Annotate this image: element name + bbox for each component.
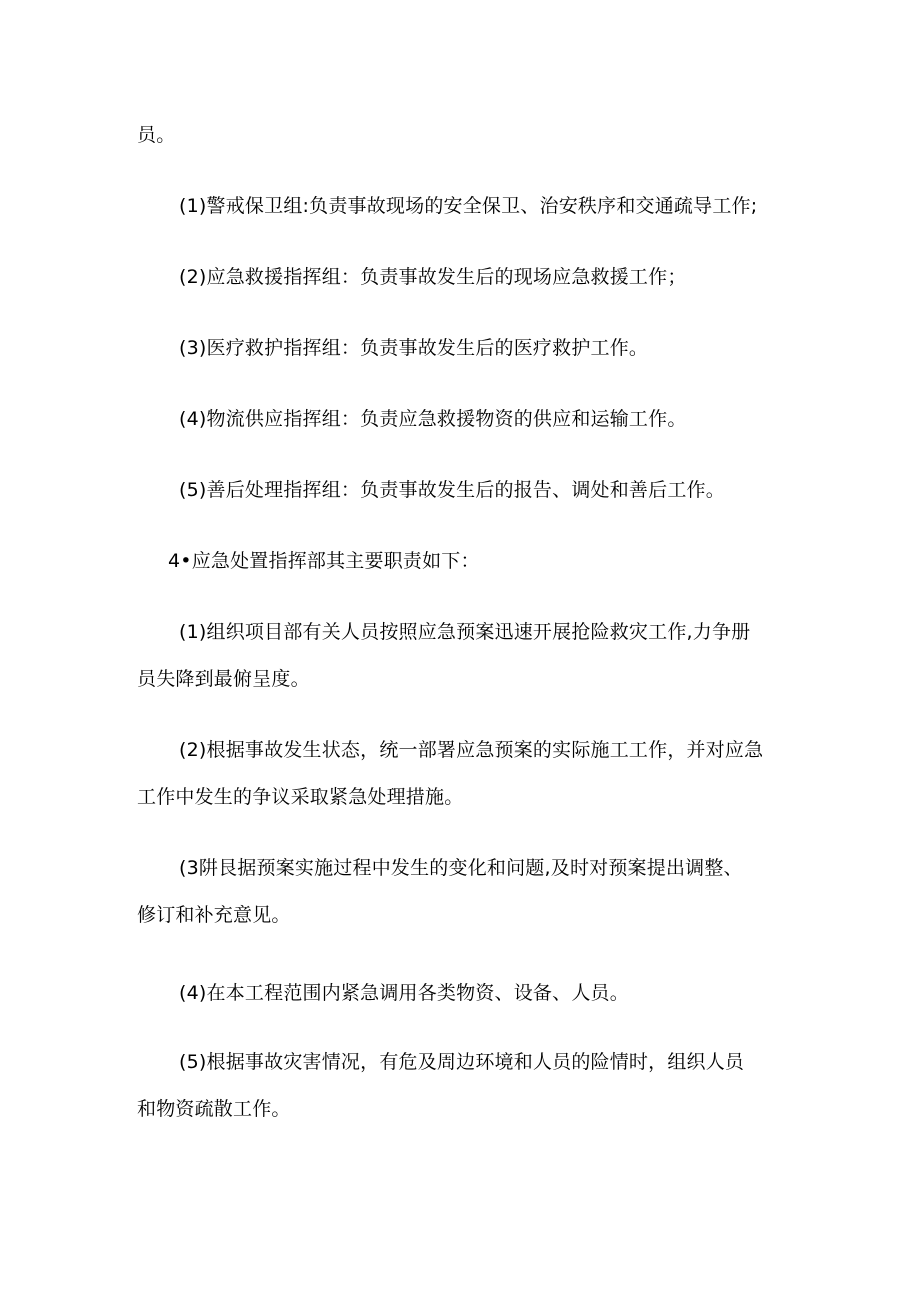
text-line: 工作中发生的争议采取紧急处理措施。	[137, 786, 464, 808]
text-line: (5)根据事故灾害情况，有危及周边环境和人员的险情时，组织人员	[179, 1051, 745, 1073]
text-line: (5)善后处理指挥组：负责事故发生后的报告、调处和善后工作。	[179, 479, 725, 501]
text-line: 员失降到最俯呈度。	[137, 668, 310, 690]
text-line: (2)应急救援指挥组：负责事故发生后的现场应急救援工作；	[179, 266, 687, 288]
text-line: (4)物流供应指挥组：负责应急救援物资的供应和运输工作。	[179, 408, 687, 430]
text-line: (4)在本工程范围内紧急调用各类物资、设备、人员。	[179, 982, 629, 1004]
text-line: (1)组织项目部有关人员按照应急预案迅速开展抢险救灾工作,力争册	[179, 621, 751, 643]
section-heading: 4•应急处置指挥部其主要职责如下：	[168, 550, 480, 572]
text-line: 修订和补充意见。	[137, 904, 291, 926]
text-line: (2)根据事故发生状态，统一部署应急预案的实际施工工作，并对应急	[179, 739, 764, 761]
text-line: (1)警戒保卫组:负责事故现场的安全保卫、治安秩序和交通疏导工作;	[179, 195, 758, 217]
text-line: 和物资疏散工作。	[137, 1098, 291, 1120]
text-line: 员。	[137, 124, 176, 146]
text-line: (3)医疗救护指挥组：负责事故发生后的医疗救护工作。	[179, 337, 649, 359]
text-line: (3阱艮据预案实施过程中发生的变化和问题,及时对预案提出调整、	[179, 857, 743, 879]
